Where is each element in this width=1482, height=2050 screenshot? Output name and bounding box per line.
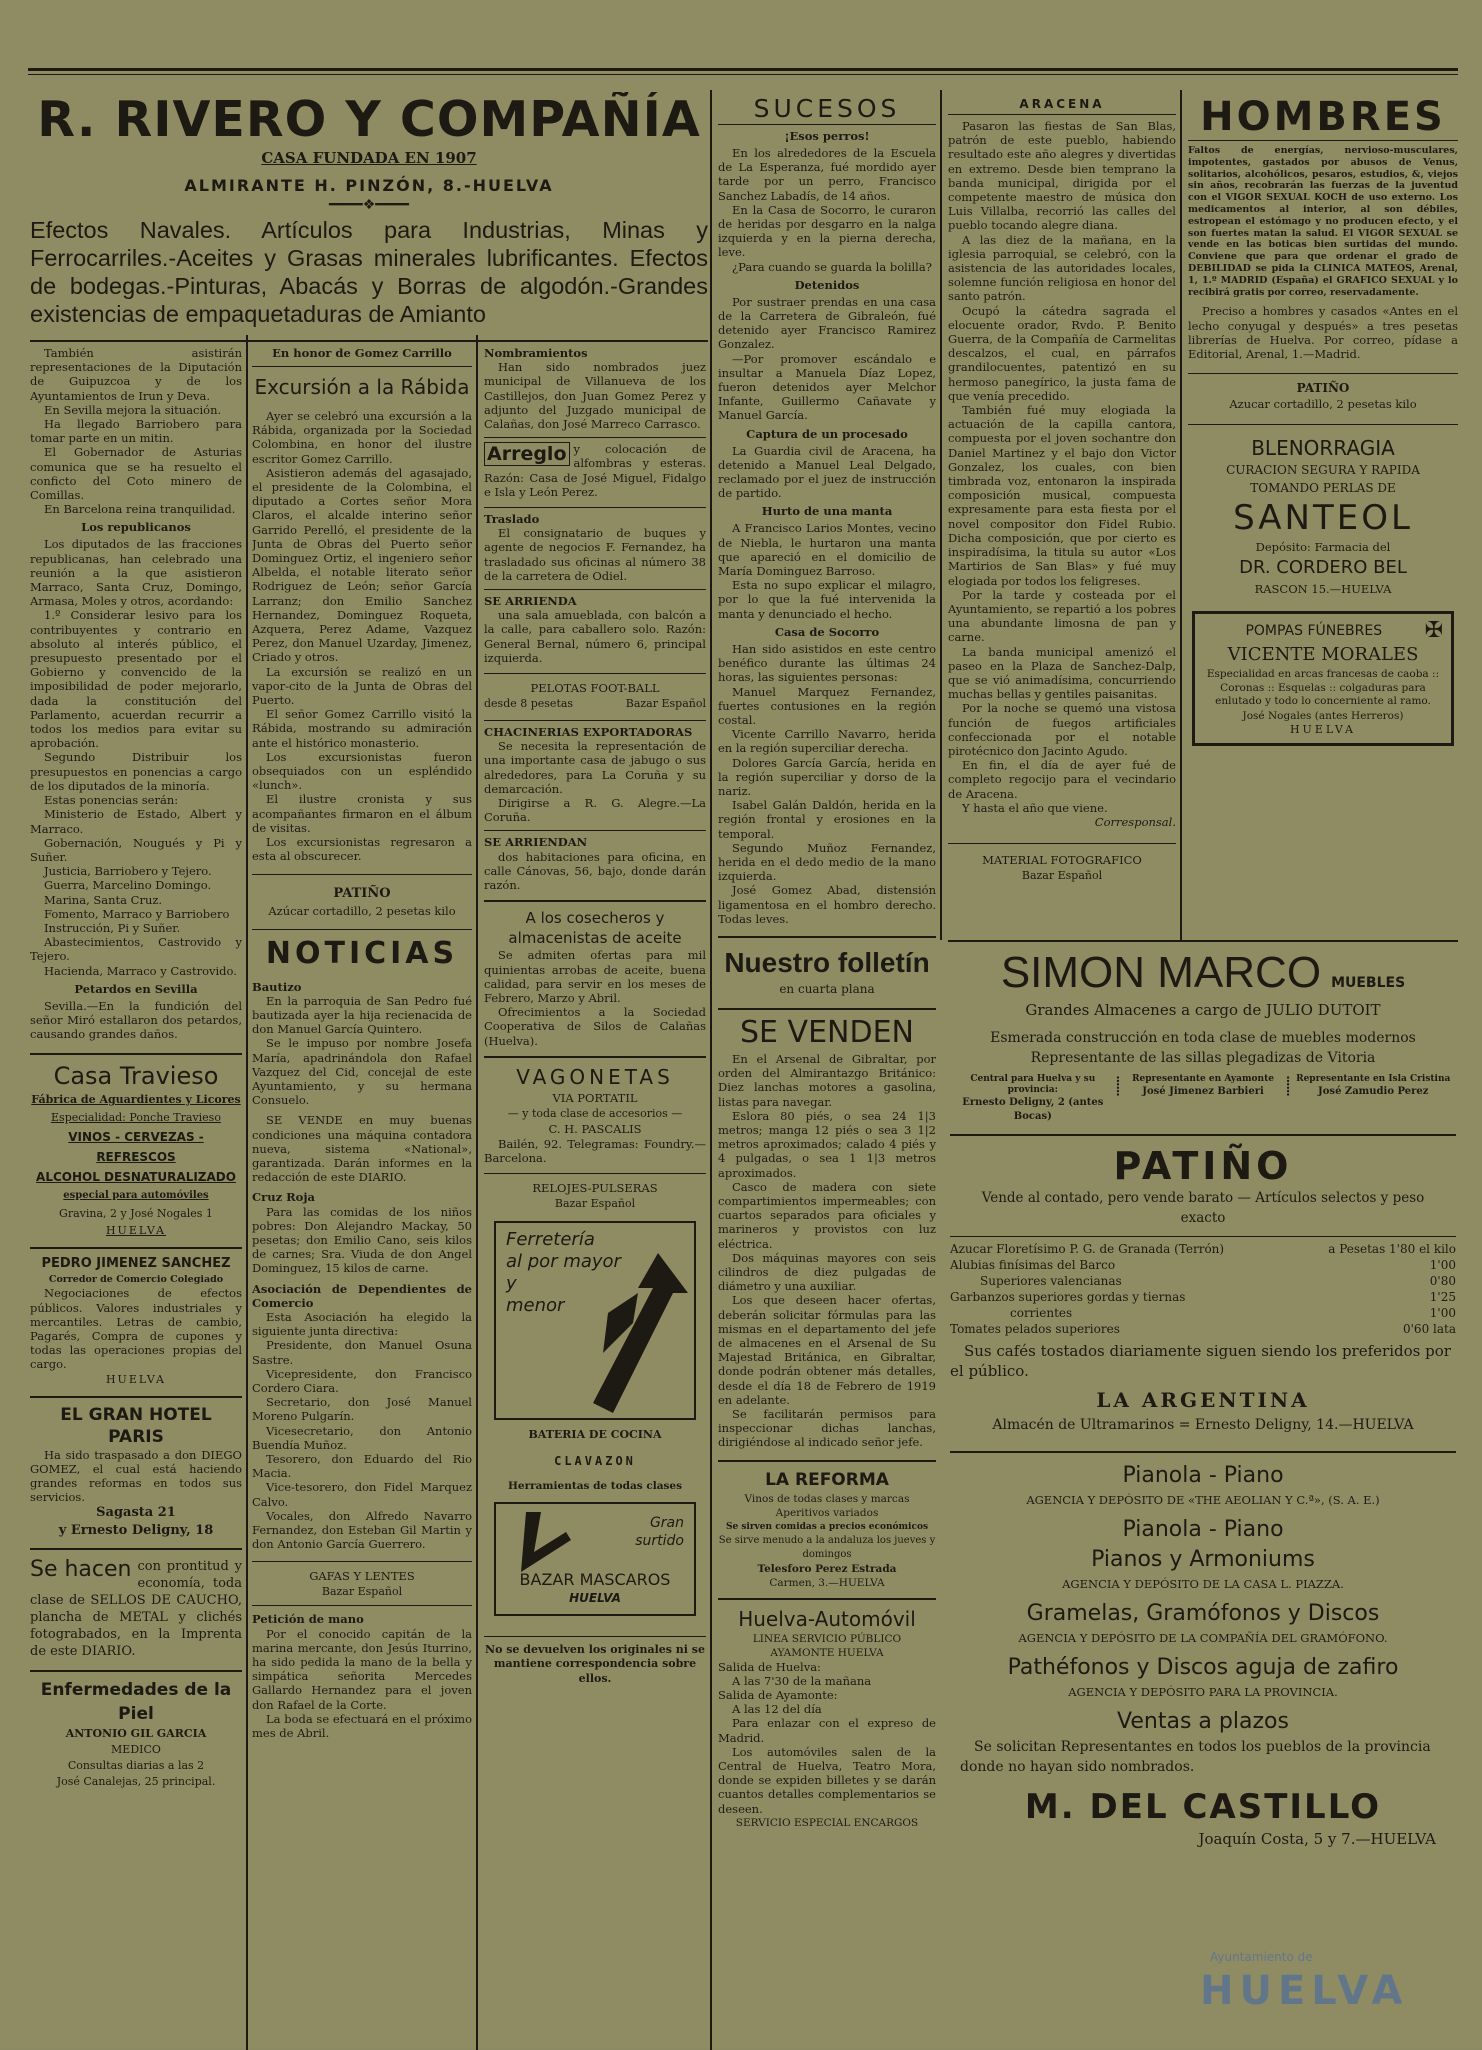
ad-title: Arreglo [484,442,570,466]
ad-line: AYAMONTE HUELVA [770,1646,884,1659]
text: Dirigirse a R. G. Alegre.—La Coruña. [484,796,706,825]
ad-line: Azucar cortadillo, 2 pesetas kilo [1229,397,1417,412]
ad-line: Herramientas de todas clases [507,1480,683,1493]
watermark-text: HUELVA [1200,1968,1409,2014]
text: Dos máquinas mayores con seis cilindros de diez pulgadas de diámetro y una auxiliar. [718,1250,936,1294]
text: una sala amueblada, con balcón a la calle, para caballero solo. Razón: General Bernal, número 6, principal izquierda. [484,608,706,665]
ad-line: Representante en Isla Cristina [1296,1074,1451,1084]
ad-line: HUELVA [105,1372,167,1386]
column-3 [484,346,706,2046]
ad-line: CLAVAZON [554,1454,636,1469]
price-item: Alubias finísimas del Barco [950,1258,1116,1272]
text: Ayer se celebró una excursión a la Rábida, organizada por la Sociedad Colombina, en honor del ilustre escritor Gomez Carrillo. [252,409,472,466]
ad-title: EL GRAN HOTEL PARIS [60,1404,212,1447]
ad-line: MUEBLES [1331,975,1406,991]
ad-line: Ernesto Deligny, 2 (antes Bocas) [962,1097,1104,1122]
text: Guerra, Marcelino Domingo. [44,878,212,893]
ad-line: HUELVA [569,1591,621,1606]
text: La boda se efectuará en el próximo mes de Abril. [252,1711,472,1741]
text: Esta no supo explicar el milagro, por lo que la fué intervenida la manta y denunciado el hecho. [718,578,936,621]
ad-title: VAGONETAS [516,1064,674,1089]
text: Han sido asistidos en este centro benéfico durante las últimas 24 horas, las siguientes personas: [718,641,936,685]
price-row [950,1273,1456,1289]
text: Se necesita la representación de una importante casa de jabugo o sus alrededores, para La Coruña y su demarcación. [484,739,706,796]
ad-piel [30,1670,242,1790]
ad-title: BLENORRAGIA [1251,436,1395,461]
ad-pedro-jimenez [30,1247,242,1387]
ad-line: Aperitivos variados [775,1506,879,1519]
ad-line: Bazar Español [321,1585,403,1599]
ad-arreglo [484,437,706,499]
ad-line: Esmerada construcción en toda clase de muebles modernos [990,1030,1416,1046]
banner-sub: en cuarta plana [779,981,875,996]
text: Tesorero, don Eduardo del Rio Macia. [252,1452,472,1481]
ad-line: surtido [635,1533,684,1550]
text: Ha llegado Barriobero para tomar parte en un mitin. [30,417,242,446]
text: Por la tarde y costeada por el Ayuntamiento, se repartió a los pobres una abundante limosna de pan y carne. [948,587,1176,645]
text: Por sustraer prendas en una casa de la Carretera de Gibraleón, fué detenido ayer Francisco Ramirez Gonzalez. [718,294,936,352]
ad-line: Telesforo Perez Estrada [757,1562,897,1575]
ad-line: José Canalejas, 25 principal. [56,1775,216,1789]
ad-line: AGENCIA Y DEPÓSITO DE LA CASA L. PIAZZA. [1062,1577,1344,1591]
ad-material-fotografico [948,843,1176,883]
text: Ocupó la cátedra sagrada el elocuente orador, Rvdo. P. Benito Guerra, de la Compañía de Carmelitas descalzos, el cual, en párrafos grandilocuentes, patentizó en su hermoso panegírico, la justa fama de que venía precedido. [948,303,1176,403]
ad-title: Huelva-Automóvil [738,1606,916,1631]
text: Dolores García García, herida en la región superciliar y dorso de la nariz. [718,755,936,798]
text: Ofrecimientos a la Sociedad Cooperativa de Silos de Calañas (Huelva). [484,1005,706,1048]
watermark-text: Ayuntamiento de [1210,1950,1313,1964]
text: El Gobernador de Asturias comunica que se ha resuelto el conficto del Coto minero de Comillas. [30,445,242,503]
ad-simon-marco [950,946,1456,1000]
subheading: Detenidos [794,277,860,292]
text: Abastecimientos, Castrovido y Tejero. [30,935,242,964]
price-list [950,1236,1456,1337]
ad-title: POMPAS FÚNEBRES [1245,623,1383,640]
ad-title: Pianola - Piano [1122,1517,1284,1542]
ad-title: PELOTAS FOOT-BALL [530,681,660,696]
text: Se le impuso por nombre Josefa María, apadrinándola don Rafael Vazquez del Cid, concejal de este Ayuntamiento, y su hermana Consuelo. [252,1036,472,1108]
column-rule [710,90,712,2050]
subheading: Petardos en Sevilla [74,981,198,996]
text: Vicente Carrillo Navarro, herida en la región superciliar derecha. [718,727,936,756]
subheading: Captura de un procesado [746,426,908,441]
ad-line: Representante en Ayamonte [1132,1074,1274,1084]
price-value: a Pesetas 1'80 el kilo [1328,1242,1456,1256]
ad-cosecheros [484,900,706,1047]
ad-title: PATIÑO [1296,381,1350,396]
ad-line: AGENCIA Y DEPÓSITO DE «THE AEOLIAN Y C.ª», (S. A. E.) [1026,1493,1380,1507]
text: con prontitud y economía, toda clase de SELLOS DE CAUCHO, plancha de METAL y clichés fotograbados, en la Imprenta de este DIARIO. [30,1559,242,1660]
text: La banda municipal amenizó el paseo en la Plaza de Sanchez-Dalp, que se vió animadísima, concurriendo muchas bellas y gentiles paisanitas. [948,644,1176,702]
ad-line: José Jimenez Barbieri [1142,1086,1264,1097]
subheading: Los republicanos [81,520,191,535]
text: Segundo Muñoz Fernandez, herida en el dedo medio de la mano izquierda. [718,840,936,884]
text: Los excursionistas regresaron a esta al obscurecer. [252,835,472,864]
bottom-right-ads [950,946,1456,2046]
ad-line: BATERIA DE COCINA [528,1428,662,1442]
ad-line: AGENCIA Y DEPÓSITO DE LA COMPAÑÍA DEL GRAMÓFONO. [1018,1631,1388,1645]
ad-line: TOMANDO PERLAS DE [1250,481,1396,496]
article-title: Excursión a la Rábida [252,366,472,401]
text: Salida de Ayamonte: [718,1688,838,1703]
text: En los alrededores de la Escuela de La Esperanza, fué mordido ayer tarde por un perro, Francisco Sanchez Labadís, de 14 años. [718,146,936,203]
text: Manuel Marquez Fernandez, fuertes contusiones en la región costal. [718,684,936,727]
ad-line: Vende al contado, pero vende barato — Artículos selectos y peso exacto [981,1190,1425,1226]
price-row [950,1241,1456,1257]
ad-line: Especialidad: Ponche Travieso [51,1111,221,1125]
text: Segundo Distribuir los presupuestos en ponencias a cargo de los diputados de la minoría. [30,750,242,793]
ad-title: Enfermedades de la Piel [40,1680,232,1725]
signature: Corresponsal. [1094,814,1176,829]
text: 1.º Considerar lesivo para los contribuyentes y contrario en absoluto al interés público, el presupuesto presentado por el Gobierno y convencido de la imposibilidad de poder mejorarlo, dada la constitución del Parlamento, acuerdan recurrir a todos los medios para evitar su aprobación. [30,608,242,751]
text: Sus cafés tostados diariamente siguen siendo los preferidos por el público. [950,1342,1451,1380]
text: Los automóviles salen de la Central de Huelva, Teatro Mora, donde se expiden billetes y se darán cuantos detalles complementarios se deseen. [718,1744,936,1816]
ad-line: Joaquín Costa, 5 y 7.—HUELVA [1198,1830,1436,1848]
text: El señor Gomez Carrillo visitó la Rábida, mostrando su admiración ante el histórico monasterio. [252,707,472,750]
ad-line: VINOS - CERVEZAS - REFRESCOS [68,1130,204,1165]
text: En la Casa de Socorro, le curaron de heridas por desgarro en la nalga izquierda y en la pierna derecha, leve. [718,202,936,260]
ad-line: Azúcar cortadillo, 2 pesetas kilo [268,903,456,918]
ad-title: LA REFORMA [765,1469,889,1490]
ad-title: A los cosecheros y almacenistas de aceite [508,909,682,948]
ad-line: Central para Huelva y su provincia: [970,1074,1096,1095]
ad-title: SIMON MARCO [1000,948,1322,997]
ad-sellos [30,1548,242,1660]
ad-title: SE VENDEN [718,1008,936,1052]
subheading: Casa de Socorro [774,624,880,639]
ad-line: ANTONIO GIL GARCIA [65,1727,207,1741]
ad-line: Representante de las sillas plegadizas de Vitoria [1030,1050,1376,1066]
ad-line: Sagasta 21 [96,1505,176,1521]
masthead [30,92,708,342]
ad-title: Pathéfonos y Discos aguja de zafiro [1007,1655,1399,1680]
column-rule [476,335,478,2050]
ad-line: CURACION SEGURA Y RAPIDA [1226,463,1420,478]
price-item: Superiores valencianas [980,1274,1122,1288]
text: Por la noche se quemó una vistosa función de fuegos artificiales confeccionada por el notable pirotécnico don Jacinto Agudo. [948,701,1176,758]
ad-title: PATIÑO [333,885,391,901]
ad-patino-small [252,874,472,919]
ad-title: GAFAS Y LENTES [309,1569,415,1584]
ad-line: Vinos de todas clases y marcas [744,1492,910,1505]
ad-line: HUELVA [1289,722,1357,736]
kicker: En honor de Gomez Carrillo [272,346,452,360]
ad-patino-big [950,1134,1456,1435]
subheading: Petición de mano [252,1612,364,1627]
ad-line: Corredor de Comercio Colegiado [48,1274,224,1286]
subheading: CHACINERIAS EXPORTADORAS [484,720,706,739]
text: Isabel Galán Daldón, herida en la región frontal y erosiones en la temporal. [718,798,936,841]
price-row [950,1257,1456,1273]
text: Asistieron además del agasajado, el presidente de la Colombina, el diputado a Cortes señor Mora Claros, el alcalde interino señor Garrido Perelló, el presidente de la Junta de Obras del Puerto señor Dominguez Ortiz, el ingeniero señor Albelda, el notable literato señor Rodriguez de León; señor García Larranz; don Emilio Sanchez Hernandez, Dominguez Roqueta, Azquета, Perez Adame, Vazquez Perez, don Manuel Uzarday, Jimenez, Criado y otros. [252,465,472,665]
subheading: Hurto de una manta [761,504,893,519]
ad-title: HOMBRES [1188,94,1458,141]
text: Vicepresidente, don Francisco Cordero Ciara. [252,1366,472,1395]
section-title: NOTICIAS [252,929,472,974]
banner-title: Nuestro folletín [724,946,930,978]
text: ¿Para cuando se guarda la bolilla? [732,259,932,274]
text: Instrucción, Pi y Suñer. [44,920,181,935]
text: Estas ponencias serán: [44,793,179,808]
text: Negociaciones de efectos públicos. Valores industriales y mercantiles. Letras de cambio, Pagarés, Compra de cupones y todas las operaciones propias del cargo. [30,1286,242,1372]
ad-title: VICENTE MORALES [1227,644,1419,666]
text: A las 12 del día [732,1702,822,1717]
ad-line: HUELVA [105,1224,167,1238]
ad-title: M. DEL CASTILLO [1024,1787,1382,1827]
ad-line: SERVICIO ESPECIAL ENCARGOS [735,1816,919,1829]
ad-pianola [950,1451,1456,1849]
text: También asistirán representaciones de la Diputación de Guipuzcoa y de los Ayuntamientos de Irun y Deva. [30,346,242,403]
text: Los que deseen hacer ofertas, deberán solicitar fórmulas para las mismas en el departamento del jefe de almacenes en el Arsenal de Su Majestad Británica, en Gibraltar, donde podrán obtener más detalles, desde el día 18 de Febrero de 1919 en adelante. [718,1293,936,1407]
ad-gafas [252,1561,472,1606]
ad-title: Casa Travieso [53,1062,219,1091]
text: Vocales, don Alfredo Navarro Fernandez, don Esteban Gil Martin y don Antonio García Guerrero. [252,1508,472,1552]
price-row [950,1305,1456,1321]
ad-line: Consultas diarias a las 2 [67,1759,205,1773]
text: Y hasta el año que viene. [962,800,1108,815]
price-value: 1'00 [1429,1258,1456,1272]
text: Por el conocido capitán de la marina mercante, don Jesús Iturrino, ha sido pedida la mano de la bella y simpática señorita Mercedes Gallardo Hernandez para el joven don Rafael de la Corte. [252,1626,472,1712]
text: Se solicitan Representantes en todos los pueblos de la provincia donde no hayan sido nombrados. [960,1739,1431,1775]
text: Presidente, don Manuel Osuna Sastre. [252,1338,472,1367]
text: Hacienda, Marraco y Castrovido. [44,963,237,978]
ad-line: Bazar Español [554,1197,636,1211]
subheading: Bautizo [252,979,302,994]
text: Salida de Huelva: [718,1659,821,1674]
price-item: Tomates pelados superiores [950,1322,1120,1336]
ad-title: Pianola - Piano [1122,1463,1284,1488]
text: En Sevilla mejora la situación. [44,402,222,417]
top-rule [28,68,1458,71]
text: Casco de madera con siete compartimientos impermeables; con cuartos separados para oficiales y marineros y provistos con luz eléctrica. [718,1179,936,1251]
ad-gran-surtido [635,1514,684,1550]
masthead-founded: CASA FUNDADA EN 1907 [261,149,477,167]
simon-branches [950,1074,1456,1124]
ornament-icon: ⸽ [1285,1076,1291,1097]
ad-vagonetas [484,1056,706,1165]
text: Especialidad en arcas francesas de caoba :: Coronas :: Esquelas :: colgaduras para enlutado y todo lo concerniente al ramo. [1206,668,1440,708]
ad-ferreteria [494,1221,696,1420]
price-value: 1'25 [1429,1290,1456,1304]
ad-line: ALCOHOL DESNATURALIZADO [36,1170,236,1185]
text: José Gomez Abad, distensión ligamentosa en el hombro derecho. Todas leves. [718,883,936,926]
text: y colocación de alfombras y esteras. Razón: Casa de José Miguel, Fidalgo e Isla y León Perez. [484,442,706,499]
ad-line: DR. CORDERO BEL [1239,557,1407,579]
text: Vice-tesorero, don Fidel Marquez Calvo. [252,1480,472,1509]
subheading: Traslado [484,507,706,526]
ad-line: MEDICO [111,1743,161,1757]
ad-line: Grandes Almacenes a cargo de JULIO DUTOIT [1025,1001,1381,1019]
text: Fomento, Marraco y Barriobero [44,906,230,921]
column-4 [718,94,936,2044]
ad-line: C. H. PASCALIS [548,1121,642,1136]
text: Pasaron las fiestas de San Blas, patrón de este pueblo, habiendo resultado este año alegres y divertidas en extremo. Desde bien temprano la banda municipal, dirigida por el competente maestro de música don Luis Villalba, recorrió las calles del pueblo tocando alegre diana. [948,119,1176,233]
masthead-rule [30,340,708,342]
text: A Francisco Larios Montes, vecino de Niebla, le hurtaron una manta que apareció en el domicilio de María Dominguez Barroso. [718,521,936,579]
text: El consignatario de buques y agente de negocios F. Fernandez, ha trasladado sus oficinas al número 38 de la carretera de Odiel. [484,526,706,583]
column-rule [940,90,942,940]
text: Los diputados de las fracciones republicanas, han celebrado una reunión a la que asistieron Marraco, Santa Cruz, Domingo, Armasa, Moles y otros, acordando: [30,537,242,609]
ad-title: RELOJES-PULSERAS [532,1181,658,1196]
ad-line: Se sirven comidas a precios económicos [725,1521,929,1532]
text: Los excursionistas fueron obsequiados con un espléndido «lunch». [252,749,472,793]
ad-title: MATERIAL FOTOGRAFICO [982,853,1142,868]
subheading: Asociación de Dependientes de Comercio [252,1281,472,1310]
text: Gobernación, Nougués y Pi y Suñer. [30,835,242,864]
section-title: SUCESOS [718,94,936,125]
subheading: SE ARRIENDA [484,589,706,608]
ornament-icon: ━━━━❖━━━━ [329,197,409,213]
ad-huelva-automovil [718,1598,936,1830]
price-item: Garbanzos superiores gordas y tiernas [950,1290,1186,1304]
top-rule-thin [28,74,1458,75]
text: La excursión se realizó en un vapor-cito de la Junta de Obras del Puerto. [252,664,472,708]
text: El ilustre cronista y sus acompañantes firmaron en el álbum de visitas. [252,792,472,835]
column-2 [252,346,472,2046]
masthead-company: R. RIVERO Y COMPAÑÍA [37,92,701,148]
ad-title: PEDRO JIMENEZ SANCHEZ [41,1256,231,1272]
arrow-down-icon [506,1512,576,1572]
section-title: ARACENA [948,94,1176,115]
text: Han sido nombrados juez municipal de Villanueva de los Castillejos, don Juan Gomez Perez y adjunto del Juzgado municipal de Calañas, don José Marreco Carrasco. [484,360,706,432]
text: También fué muy elogiada la actuación de la capilla cantora, compuesta por el joven sochantre don Daniel Martinez y el bajo don Victor Gonzalez, los cuales, con bien timbrada voz, entonaron la inspirada composición musical, compuesta expresamente para esta fiesta por el novel compositor don Fidel Rubio. Dicha composición, que por cierto es inspiradísima, la titula su autor «Los Martirios de San Blas» y fué muy elogiada por todos los feligreses. [948,403,1176,588]
ad-title: PATIÑO [1113,1144,1293,1188]
text: A las 7'30 de la mañana [732,1673,872,1688]
ad-line: menor [506,1295,565,1317]
subheading: SE ARRIENDAN [484,830,706,849]
ad-bazar-mascaros [494,1502,696,1616]
column-rule [1180,90,1182,940]
ad-title: SANTEOL [1233,498,1413,539]
price-row [950,1321,1456,1337]
ad-hotel-paris [30,1396,242,1541]
ad-pompas-funebres [1192,611,1454,746]
ad-line: especial para automóviles [63,1190,209,1202]
text: En el Arsenal de Gibraltar, por orden del Almirantazgo Británico: Diez lanchas motores a gasolina, listas para navegar. [718,1051,936,1109]
text: Preciso a hombres y casados «Antes en el lecho conyugal y después» a tres pesetas librerías de Huelva. Por correo, pídase a Editorial, Arenal, 1.—Madrid. [1188,304,1458,361]
ad-patino-right [1188,373,1458,412]
price-row [950,1289,1456,1305]
text: Sevilla.—En la fundición del señor Miró estallaron dos petardos, causando grandes daños. [30,998,242,1042]
ad-line: al por mayor [506,1251,621,1273]
ad-line: y [506,1273,517,1295]
text: Eslora 80 piés, o sea 24 1|3 metros; manga 12 piés o sea 3 1|2 metros aproximados; calado 4 piés y 4 pulgadas, o sea 1 1|3 metros aproximados. [718,1108,936,1180]
ad-line: Fábrica de Aguardientes y Licores [31,1093,241,1107]
ad-line: — y toda clase de accesorios — [507,1106,683,1120]
subheading: ¡Esos perros! [784,129,870,143]
text: La Guardia civil de Aracena, ha detenido a Manuel Leal Delgado, reclamado por el juez de instrucción de partido. [718,443,936,501]
column-rule [246,335,248,2050]
subheading: Nombramientos [484,346,588,360]
text: En la parroquia de San Pedro fué bautizada ayer la hija recienacida de don Manuel García Quintero. [252,993,472,1037]
text: Vicesecretario, don Antonio Buendía Muñoz. [252,1423,472,1452]
ornament-icon: ⸽ [1115,1076,1121,1097]
ad-casa-travieso [30,1053,242,1239]
text: Ha sido traspasado a don DIEGO GOMEZ, el cual está haciendo grandes reformas en todos sus servicios. [30,1447,242,1505]
ad-title: Gramelas, Gramófonos y Discos [1026,1601,1380,1626]
price-item: corrientes [1010,1306,1073,1320]
ads-rule [948,940,1458,942]
text: —Por promover escándalo e insultar a Manuela Díaz Lopez, fueron detenidos ayer Melchor Infante, Guillermo Cañavate y Manuel García. [718,351,936,423]
text: Marina, Santa Cruz. [44,892,163,907]
text: Ministerio de Estado, Albert y Marraco. [30,807,242,836]
ad-title: LA ARGENTINA [1096,1388,1310,1412]
text: SE VENDE en muy buenas condiciones una máquina contadora nueva, sistema «National», garantizada. Darán informes en la redacción de este DIARIO. [252,1113,472,1185]
ad-line: Gran [649,1515,684,1532]
text: Se facilitarán permisos para inspeccionar dichas lanchas, dirigiéndose al indicado señor jefe. [718,1407,936,1450]
text: A las diez de la mañana, en la iglesia parroquial, se celebró, con la asistencia de las autoridades locales, solemne función religiosa en honor del santo patrón. [948,232,1176,304]
column-6 [1188,94,1458,934]
text: Esta Asociación ha elegido la siguiente junta directiva: [252,1309,472,1339]
ad-line: Bazar Español [625,697,706,711]
text: Justicia, Barriobero y Tejero. [44,864,212,879]
text: Bailén, 92. Telegramas: Foundry.—Barcelona. [484,1136,706,1165]
ad-line: Almacén de Ultramarinos = Ernesto Deligny, 14.—HUELVA [992,1417,1414,1433]
ad-line: LINEA SERVICIO PÚBLICO [752,1632,902,1645]
ad-line: AGENCIA Y DEPÓSITO PARA LA PROVINCIA. [1068,1685,1338,1699]
text: dos habitaciones para oficina, en calle Cánovas, 56, bajo, donde darán razón. [484,849,706,893]
ad-title: BAZAR MASCAROS [519,1570,671,1590]
column-5 [948,94,1176,934]
price-value: 0'60 lata [1403,1322,1456,1336]
column-1 [30,346,242,2046]
ad-relojes [484,1173,706,1211]
price-value: 1'00 [1429,1306,1456,1320]
ad-line: Carmen, 3.—HUELVA [769,1576,885,1589]
masthead-address: ALMIRANTE H. PINZÓN, 8.-HUELVA [184,176,554,195]
masthead-products: Efectos Navales. Artículos para Industrias, Minas y Ferrocarriles.-Aceites y Grasas minerales lubrificantes. Efectos de bodegas.-Pinturas, Abacás y Borras de algodón.-Grandes existencias de empaquetaduras de Amianto [30,217,708,327]
text: Se admiten ofertas para mil quinientas arrobas de aceite, buena calidad, para servir en los meses de Febrero, Marzo y Abril. [484,948,706,1005]
ad-line: Se sirve menudo a la andaluza los jueves y domingos [718,1534,936,1560]
price-value: 0'80 [1429,1274,1456,1288]
text: Para enlazar con el expreso de Madrid. [718,1716,936,1745]
ad-line: Gravina, 2 y José Nogales 1 [59,1207,213,1221]
ad-la-reforma [718,1460,936,1590]
ad-line: José Nogales (antes Herreros) [1242,709,1404,722]
footer-note: No se devuelven los originales ni se mantiene correspondencia sobre ellos. [484,1636,706,1686]
ad-line: desde 8 pesetas [484,697,574,711]
ad-line: RASCON 15.—HUELVA [1254,582,1392,597]
text: Faltos de energías, nervioso-musculares, impotentes, gastados por abusos de Venus, solitarios, alcohólicos, pesaros, estudios, &, viejos sin años, recobrarán las fuerzas de la juventud con el VIGOR SEXUAL KOCH de uso externo. Los medicamentos al interior, al son débiles, estropean el estómago y no producen efecto, y el son fuertes matan la salud. El VIGOR SEXUAL se vende en las boticas bien surtidas del mundo. Conviene que para que ordenar el grado de DEBILIDAD se pida la CLINICA MATEOS, Arenal, 1, 1.º MADRID (España) el GRAFICO SEXUAL y lo recibirá gratis por correo, reservadamente. [1188,145,1458,298]
ad-line: Bazar Español [1021,869,1103,883]
ad-pelotas [484,673,706,712]
text: En Barcelona reina tranquilidad. [44,502,236,517]
ad-line: José Zamudio Perez [1318,1086,1429,1097]
text: Para las comidas de los niños pobres: Don Alejandro Mackay, 50 pesetas; don Emilio Cano, seis kilos de carnes; Sra. Viuda de don Angel Dominguez, 15 kilos de carne. [252,1204,472,1276]
ad-title: Pianos y Armoniums [1091,1547,1315,1572]
ad-title: Se hacen [30,1557,132,1583]
ad-line: Depósito: Farmacia del [1255,540,1391,555]
cross-icon: ✠ [1424,618,1443,644]
subheading: Cruz Roja [252,1190,315,1205]
price-item: Azucar Floretísimo P. G. de Granada (Terrón) [950,1242,1225,1256]
arrow-icon [578,1253,688,1413]
ad-line: y Ernesto Deligny, 18 [58,1523,214,1539]
ad-line: VIA PORTATIL [552,1090,638,1105]
text: Secretario, don José Manuel Moreno Pulgarín. [252,1395,472,1424]
folletin-banner [718,936,936,998]
ad-line: Ferretería [506,1229,595,1251]
ad-title: Ventas a plazos [1117,1709,1289,1734]
ad-blenorragia [1188,424,1458,597]
text: En fin, el día de ayer fué de completo regocijo para el vecindario de Aracena. [948,758,1176,801]
